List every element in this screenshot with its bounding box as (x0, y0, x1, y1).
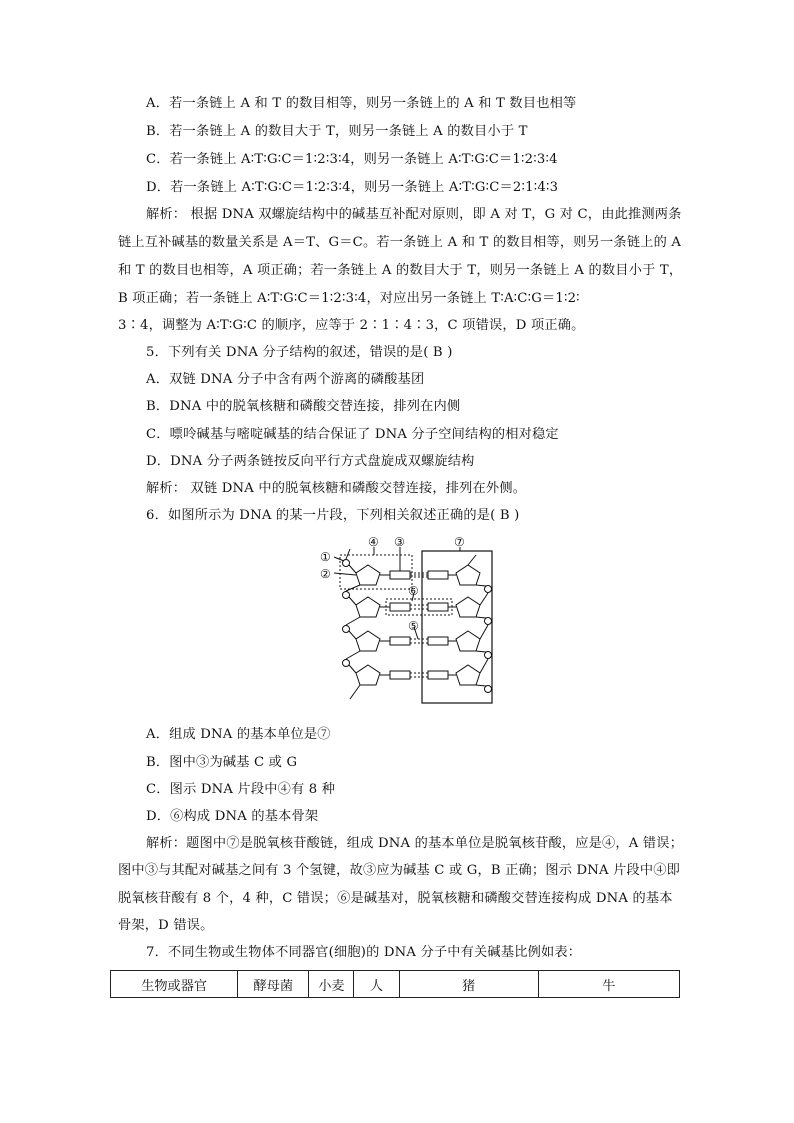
left-base-3 (390, 637, 410, 645)
dna-segment-figure (300, 535, 500, 715)
q5-analysis: 解析： 双链 DNA 中的脱氧核糖和磷酸交替连接，排列在外侧。 (146, 481, 527, 496)
q4-analysis-line-5: 3∶4，调整为 A∶T∶G∶C 的顺序，应等于 2∶1∶4∶3，C 项错误，D 项正确。 (118, 318, 585, 333)
table-header-cell: 酵母菌 (238, 971, 309, 998)
right-phosphate-1 (485, 586, 492, 593)
left-phosphate-4 (343, 660, 350, 667)
q4-analysis-line-2: 链上互补碱基的数量关系是 A＝T、G＝C。若一条链上 A 和 T 的数目相等，则另一条链上的 A (118, 235, 682, 250)
q6-option-a: A．组成 DNA 的基本单位是⑦ (146, 727, 331, 742)
right-sugar-2 (456, 597, 480, 617)
left-phosphate-2 (343, 592, 350, 599)
right-sugar-3 (456, 631, 480, 651)
table-header-cell: 人 (354, 971, 399, 998)
left-phosphate-3 (343, 626, 350, 633)
table-header-cell: 牛 (538, 971, 679, 998)
right-phosphate-2 (485, 618, 492, 625)
base-ratio-table (110, 970, 680, 998)
label-3: ③ (394, 535, 405, 549)
q5-stem: 5．下列有关 DNA 分子结构的叙述，错误的是( B ) (146, 345, 453, 360)
label-5: ⑤ (408, 619, 419, 633)
q5-option-d: D．DNA 分子两条链按反向平行方式盘旋成双螺旋结构 (146, 454, 475, 469)
q6-option-b: B．图中③为碱基 C 或 G (146, 755, 298, 770)
q4-analysis-line-4: B 项正确；若一条链上 A∶T∶G∶C＝1∶2∶3∶4，对应出另一条链上 T∶A∶C∶G＝1∶2∶ (118, 291, 580, 306)
q5-option-c: C．嘌呤碱基与嘧啶碱基的结合保证了 DNA 分子空间结构的相对稳定 (146, 427, 559, 442)
left-sugar-2 (356, 597, 380, 617)
right-sugar-4 (456, 665, 480, 685)
q6-option-d: D．⑥构成 DNA 的基本骨架 (146, 809, 319, 824)
q4-option-a: A．若一条链上 A 和 T 的数目相等，则另一条链上的 A 和 T 数目也相等 (146, 96, 577, 111)
right-base-1 (428, 571, 448, 579)
base-pair-box (386, 599, 452, 615)
label-4: ④ (368, 535, 379, 549)
right-sugar-1 (456, 565, 480, 585)
q5-option-b: B．DNA 中的脱氧核糖和磷酸交替连接，排列在内侧 (146, 399, 461, 414)
q6-option-c: C．图示 DNA 片段中④有 8 种 (146, 782, 336, 797)
label-7: ⑦ (454, 535, 465, 549)
right-base-3 (428, 637, 448, 645)
q4-option-c: C．若一条链上 A∶T∶G∶C＝1∶2∶3∶4，则另一条链上 A∶T∶G∶C＝1∶2∶3∶4 (146, 152, 558, 167)
left-base-4 (390, 671, 410, 679)
q6-stem: 6．如图所示为 DNA 的某一片段，下列相关叙述正确的是( B ) (146, 508, 520, 523)
label-1: ① (320, 550, 331, 564)
table-header-cell: 小麦 (309, 971, 354, 998)
table-header-cell: 猪 (399, 971, 538, 998)
label-2: ② (320, 567, 331, 581)
left-sugar-4 (356, 665, 380, 685)
left-base-2 (390, 603, 410, 611)
left-sugar-1 (356, 565, 380, 585)
q6-analysis-line-2: 图中③与其配对碱基之间有 3 个氢键，故③应为碱基 C 或 G，B 正确；图示 DNA 片段中④即 (118, 863, 681, 878)
dna-segment-diagram (300, 535, 500, 715)
table-header-row (111, 971, 680, 998)
q6-analysis-line-3: 脱氧核苷酸有 8 个，4 种，C 错误；⑥是碱基对，脱氧核糖和磷酸交替连接构成 DNA 的基本 (118, 891, 673, 906)
q7-stem: 7．不同生物或生物体不同器官(细胞)的 DNA 分子中有关碱基比例如表： (146, 945, 582, 960)
q4-option-d: D．若一条链上 A∶T∶G∶C＝1∶2∶3∶4，则另一条链上 A∶T∶G∶C＝2∶1∶4∶3 (146, 180, 559, 195)
q6-analysis-line-4: 骨架，D 错误。 (118, 918, 214, 933)
q4-analysis-line-1: 解析： 根据 DNA 双螺旋结构中的碱基互补配对原则，即 A 对 T，G 对 C，由此推测两条 (146, 207, 682, 222)
right-phosphate-4 (485, 686, 492, 693)
table-header-cell: 生物或器官 (111, 971, 238, 998)
left-sugar-3 (356, 631, 380, 651)
strand-box (422, 551, 492, 703)
q5-option-a: A．双链 DNA 分子中含有两个游离的磷酸基团 (146, 372, 425, 387)
q4-analysis-line-3: 和 T 的数目也相等，A 项正确；若一条链上 A 的数目大于 T，则另一条链上 A 的数目小于 T， (118, 263, 683, 278)
label-6: ⑥ (408, 584, 419, 598)
left-base-1 (390, 571, 410, 579)
right-base-4 (428, 671, 448, 679)
right-base-2 (428, 603, 448, 611)
right-phosphate-3 (485, 652, 492, 659)
q6-analysis-line-1: 解析：题图中⑦是脱氧核苷酸链，组成 DNA 的基本单位是脱氧核苷酸，应是④，A 错误； (146, 836, 684, 851)
q4-option-b: B．若一条链上 A 的数目大于 T，则另一条链上 A 的数目小于 T (146, 124, 528, 139)
